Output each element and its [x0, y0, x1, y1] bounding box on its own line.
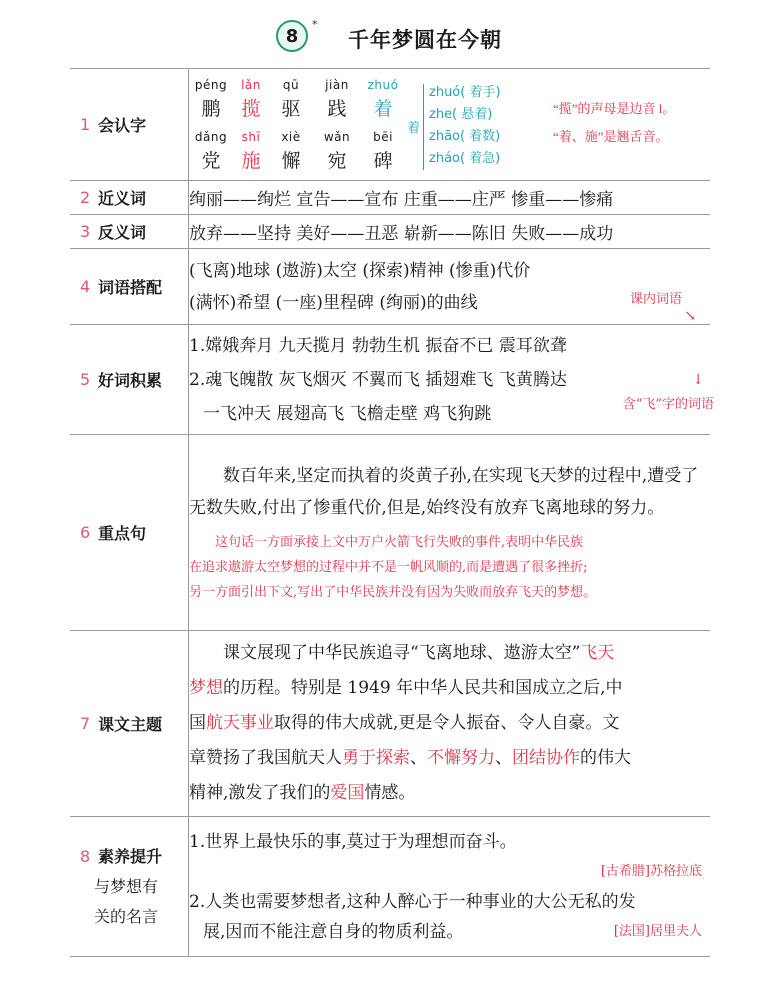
- row-label: 词语搭配: [98, 278, 163, 297]
- pronunciation-note: “揽”的声母是边音 l。: [553, 100, 676, 116]
- row-quotes: [70, 817, 710, 957]
- row-sublabel: 关的名言: [94, 906, 159, 926]
- row-key-sentence: [70, 435, 710, 631]
- row-recognize-chars: [70, 69, 710, 181]
- optional-lesson-star: *: [312, 18, 318, 31]
- polyphone-readings: zhuó( 着手) zhe( 悬着) zhāo( 着数) zháo( 着急): [429, 84, 501, 166]
- row-good-words: [70, 325, 710, 435]
- char-cell: jiàn 践: [325, 77, 349, 120]
- row-number: 1: [80, 115, 91, 134]
- pronunciation-note: “着、施”是翘舌音。: [553, 128, 669, 144]
- synonym-list: 绚丽——绚烂 宣告——宣布 庄重——庄严 惨重——惨痛: [189, 190, 614, 210]
- quote-2: 2.人类也需要梦想者,这种人醉心于一种事业的大公无私的发: [189, 891, 636, 912]
- collocation-note: 课内词语: [629, 292, 682, 307]
- collocation-line: (飞离)地球 (遨游)太空 (探索)精神 (惨重)代价: [189, 260, 531, 281]
- fei-words-note: 含“飞”字的词语: [622, 397, 714, 412]
- quote-1-author: [古希腊]苏格拉底: [600, 863, 702, 879]
- curved-arrow-icon: ↓: [692, 372, 704, 388]
- key-sentence: 数百年来,坚定而执着的炎黄子孙,在实现飞天梦的过程中,遭受了无数失败,付出了惨重代价,但是,始终没有放弃飞离地球的努力。: [189, 466, 699, 518]
- row-label: 素养提升: [98, 846, 163, 866]
- char-cell: shī 施: [241, 129, 261, 172]
- collocation-line: (满怀)希望 (一座)里程碑 (绚丽)的曲线: [189, 292, 478, 313]
- sentence-analysis: 这句话一方面承接上文中万户火箭飞行失败的事件,表明中华民族 在追求遨游太空梦想的过程中并不是一帆风顺的,而是遭遇了很多挫折; 另一方面引出下文,写出了中华民族并没有因为失败而放弃飞天的梦想。: [189, 535, 597, 600]
- char-cell: zhuó 着: [367, 77, 399, 120]
- pinyin-char-grid: [189, 70, 710, 180]
- row-label: 反义词: [98, 223, 147, 242]
- row-label: 好词积累: [98, 371, 163, 390]
- char-cell: wǎn 宛: [323, 129, 351, 172]
- row-label: 会认字: [98, 116, 147, 135]
- row-number: 4: [80, 277, 91, 296]
- lesson-title: 千年梦圆在今朝: [348, 28, 502, 52]
- row-number: 5: [80, 370, 91, 389]
- char-cell: lǎn 揽: [241, 77, 261, 120]
- row-number: 6: [80, 523, 91, 542]
- antonym-list: 放弃——坚持 美好——丑恶 崭新——陈旧 失败——成功: [189, 224, 614, 244]
- word-line: 2.魂飞魄散 灰飞烟灭 不翼而飞 插翅难飞 飞黄腾达: [189, 369, 567, 390]
- char-cell: péng 鹏: [194, 77, 228, 120]
- row-theme: [70, 631, 710, 817]
- word-line: 1.嫦娥奔月 九天揽月 勃勃生机 振奋不已 震耳欲聋: [189, 335, 567, 356]
- char-cell: dǎng 党: [194, 129, 228, 172]
- curved-arrow-icon: ↘: [684, 308, 696, 324]
- char-cell: qū 驱: [281, 77, 301, 120]
- quote-2-author: [法国]居里夫人: [613, 923, 702, 939]
- lesson-number-badge: 8: [276, 20, 308, 52]
- study-table: [70, 68, 714, 957]
- lesson-header: [0, 10, 780, 62]
- quote-2-cont: 展,因而不能注意自身的物质利益。 [法国]居里夫人: [189, 917, 710, 947]
- row-number: 2: [80, 188, 91, 207]
- word-line: 一飞冲天 展翅高飞 飞檐走壁 鸡飞狗跳: [203, 403, 492, 424]
- row-sublabel: 与梦想有: [94, 876, 159, 896]
- row-label: 课文主题: [98, 715, 163, 734]
- theme-paragraph: 课文展现了中华民族追寻“飞离地球、遨游太空”飞天 梦想的历程。特别是 1949 年中华人民共和国成立之后,中 国航天事业取得的伟大成就,更是令人振奋、令人自豪。文 章赞扬了我国航天人勇于探索、不懈努力、团结协作的伟大 精神,激发了我们的爱国情感。: [189, 631, 711, 817]
- row-number: 7: [80, 714, 91, 733]
- row-label: 重点句: [98, 524, 147, 543]
- row-number: 3: [80, 222, 91, 241]
- row-label: 近义词: [98, 189, 147, 208]
- char-cell: xiè 懈: [281, 129, 301, 172]
- polyphone-char-label: 着: [407, 120, 421, 136]
- row-synonyms: [70, 181, 710, 215]
- row-antonyms: [70, 215, 710, 249]
- char-cell: bēi 碑: [373, 129, 393, 172]
- row-number: 8: [80, 846, 91, 866]
- row-word-collocation: [70, 249, 710, 325]
- quote-1: 1.世界上最快乐的事,莫过于为理想而奋斗。: [189, 831, 517, 852]
